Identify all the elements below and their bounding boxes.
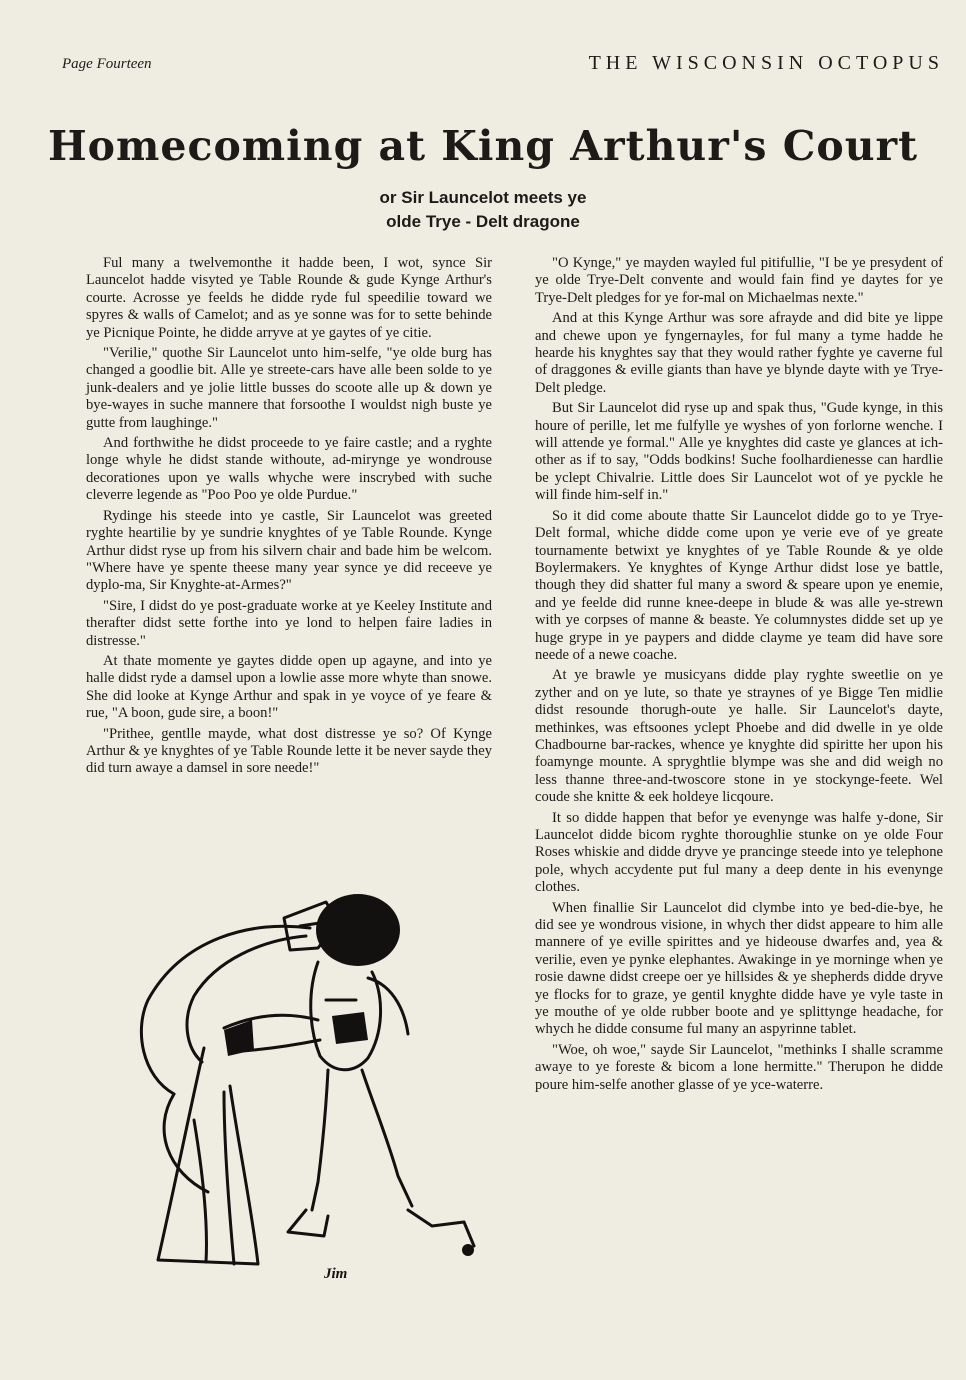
paragraph: "Woe, oh woe," sayde Sir Launcelot, "methinks I shalle scramme awaye to ye foreste & bicom a lone hermitte." Therupon he didde poure him-selfe another glasse of ye yce-waterre. bbox=[535, 1041, 943, 1093]
paragraph: But Sir Launcelot did ryse up and spak thus, "Gude kynge, in this houre of perille, let me fulfylle ye wyshes of yon forlorne wenche. I will attende ye formal." Alle ye knyghtes did caste ye glances at ich-other as if to say, "Odds bodkins! Suche foolhardienesse can hardlie be yclept Chivalrie. Little does Sir Launcelot wot of ye pyckle he will finde him-self in." bbox=[535, 400, 943, 504]
running-head bbox=[62, 52, 944, 78]
article-title: Homecoming at King Arthur's Court bbox=[47, 122, 919, 170]
subtitle-line-1: or Sir Launcelot meets ye bbox=[379, 188, 587, 207]
left-column bbox=[86, 255, 492, 781]
paragraph: Ful many a twelvemonthe it hadde been, I wot, synce Sir Launcelot hadde visyted ye Table Rounde & gude Kynge Arthur's courte. Acrosse ye feelds he didde ryde ful speedilie toward we spyres & walls of Camelot; and as ye sonne was for to sette behinde ye Picnique Pointe, he didde arryve at ye gaytes of ye citie. bbox=[86, 255, 492, 341]
magazine-name: THE WISCONSIN OCTOPUS bbox=[588, 52, 944, 74]
article-subtitle bbox=[0, 186, 966, 234]
right-column bbox=[535, 255, 943, 1097]
paragraph: At thate momente ye gaytes didde open up agayne, and into ye halle didst ryde a damsel upon a lowlie asse more whyte than snowe. She did looke at Kynge Arthur and spak in ye voyce of ye feare & rue, "A boon, gude sire, a boon!" bbox=[86, 652, 492, 722]
paragraph: "Prithee, gentlle mayde, what dost distresse ye so? Of Kynge Arthur & ye knyghtes of ye Table Rounde lette it be never sayde they did turn awaye a damsel in sore neede!" bbox=[86, 725, 492, 777]
paragraph: And forthwithe he didst proceede to ye faire castle; and a ryghte longe whyle he didst stande withoute, ad-mirynge ye wondrouse decorationes upon ye walls whyche were inscrybed with suche cleverre legende as "Poo Poo ye olde Purdue." bbox=[86, 435, 492, 504]
paragraph: And at this Kynge Arthur was sore afrayde and did bite ye lippe and chewe upon ye fyngernayles, for ful many a tyme hadde he hearde his knyghtes say that they would rather fyghte ye caverne ful of draggones & eville giants than have ye blynde dayte with ye Trye-Delt pledge. bbox=[535, 310, 943, 396]
paragraph: Rydinge his steede into ye castle, Sir Launcelot was greeted ryghte heartilie by ye sundrie knyghtes of ye Table Rounde. Kynge Arthur didst ryse up from his silvern chair and bade him be welcom. "Where have ye spente theese many year synce ye did receeve ye dyplo-ma, Sir Knyghte-at-Armes?" bbox=[86, 507, 492, 594]
paragraph: "Sire, I didst do ye post-graduate worke at ye Keeley Institute and therafter didst sette forthe into ye lond to helpen faire ladies in distresse." bbox=[86, 597, 492, 649]
paragraph: "O Kynge," ye mayden wayled ful pitifullie, "I be ye presydent of ye olde Trye-Delt convente and would fain find ye daytes for ye Trye-Delt pledges for ye for-mal on Michaelmas nexte." bbox=[535, 255, 943, 306]
paragraph: At ye brawle ye musicyans didde play ryghte sweetlie on ye zyther and on ye lute, so thate ye straynes of ye Bigge Ten midlie didst resounde thorugh-oute ye halle. Sir Launcelot's dayte, methinkes, was eftsoones yclept Phoebe and did dwelle in ye olde Chadbourne bar-rackes, whence ye knyghte did spiritte her upon his foamynge mounte. A spryghtlie blympe was she and did weigh no less thanne three-and-twoscore stone in ye stockynge-feete. Wel coude she knitte & eek holdeye licqoure. bbox=[535, 667, 943, 806]
knight-and-lady-illustration bbox=[112, 880, 492, 1290]
subtitle-line-2: olde Trye - Delt dragone bbox=[386, 212, 580, 231]
page-number: Page Fourteen bbox=[62, 56, 152, 72]
paragraph: So it did come aboute thatte Sir Launcelot didde go to ye Trye-Delt formal, whiche didde come upon ye verie eve of ye greate tournamente betwixt ye knyghtes of ye Table Rounde & ye olde Boylermakers. Ye knyghtes of Kynge Arthur didst lose ye battle, though they did shatter ful many a sword & speare upon ye enemie, and ye feelde did runne knee-deepe in blude & was alle ye-strewn with ye corpses of manne & beaste. Ye columnystes didde set up ye huge grype in ye paypers and didde clayme ye team did have sore neede of a newe coache. bbox=[535, 507, 943, 663]
paragraph: When finallie Sir Launcelot did clymbe into ye bed-die-bye, he did see ye wondrous visione, in whych ther didst appeare to him alle mannere of ye eville spirittes and ye hideouse dwarfes and, yea & verilie, even ye pynke elephantes. Awakinge in ye morninge when ye rosie dawne didst creepe oer ye hillsides & ye shepherds didde dryve ye flocks for to graze, ye gentil knyghte didde have ye vyle taste in ye mouthe of ye olde rubber boote and ye splittynge headache, for whych he didde consume ful many an aspyrinne tablet. bbox=[535, 899, 943, 1038]
paragraph: It so didde happen that befor ye evenynge was halfe y-done, Sir Launcelot didde bicom ryghte thoroughlie stunke on ye olde Four Roses whiskie and didde dryve ye prancinge steede into ye telephone pole, whych accydente put ful many a deep dente in his evenynge clothes. bbox=[535, 809, 943, 896]
artist-signature: Jim bbox=[324, 1266, 348, 1282]
paragraph: "Verilie," quothe Sir Launcelot unto him-selfe, "ye olde burg has changed a goodlie bit. Alle ye streete-cars have alle been solde to ye junk-dealers and ye jolie little busses do scoote alle up & down ye bye-wayes in suche mannere that forsoothe I wouldst nigh buste ye gutte from laughinge." bbox=[86, 345, 492, 431]
